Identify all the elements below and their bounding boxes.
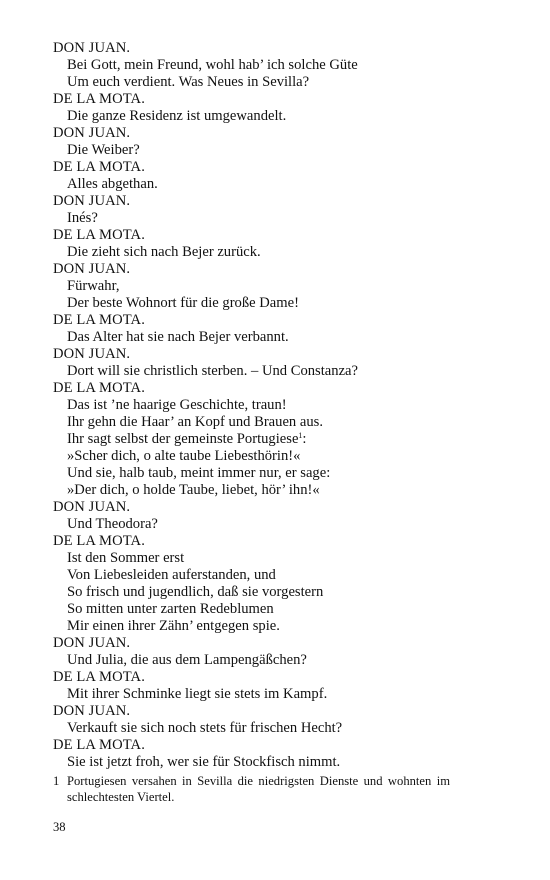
verse-line: [53, 244, 503, 261]
verse-line: [53, 720, 503, 737]
verse-line: [53, 652, 503, 669]
verse-text: Und Julia, die aus dem Lampengäßchen?: [67, 652, 307, 668]
speaker-name: [53, 346, 503, 363]
verse-line: [53, 142, 503, 159]
speaker-name: [53, 669, 503, 686]
verse-text: »Der dich, o holde Taube, liebet, hör’ ihn!«: [67, 482, 320, 498]
verse-text: So frisch und jugendlich, daß sie vorgestern: [67, 584, 324, 600]
verse-text: So mitten unter zarten Redeblumen: [67, 601, 274, 617]
verse-text: Und Theodora?: [67, 516, 158, 532]
speaker-name: [53, 261, 503, 278]
verse-text: Sie ist jetzt froh, wer sie für Stockfisch nimmt.: [67, 754, 341, 770]
verse-line: [53, 584, 503, 601]
verse-line: [53, 295, 503, 312]
verse-line: [53, 329, 503, 346]
speaker-name: [53, 499, 503, 516]
speaker-name: [53, 193, 503, 210]
speaker-name: [53, 533, 503, 550]
speaker-label: DE LA MOTA.: [53, 380, 145, 396]
speaker-label: DON JUAN.: [53, 40, 131, 56]
verse-line: [53, 516, 503, 533]
footnote-number: 1: [53, 774, 60, 788]
verse-line: [53, 431, 503, 448]
speaker-label: DE LA MOTA.: [53, 669, 145, 685]
footnote: [53, 773, 450, 805]
speaker-label: DON JUAN.: [53, 635, 131, 651]
verse-line: [53, 465, 503, 482]
verse-text: Fürwahr,: [67, 278, 120, 294]
verse-line: [53, 754, 503, 771]
page-number: 38: [53, 820, 66, 834]
verse-text: Und sie, halb taub, meint immer nur, er sage:: [67, 465, 331, 481]
verse-line: [53, 278, 503, 295]
speaker-label: DON JUAN.: [53, 703, 131, 719]
footnote-text: Portugiesen versahen in Sevilla die niedrigsten Dienste und wohnten im schlechtesten Viertel.: [67, 774, 450, 804]
verse-text: Ihr sagt selbst der gemeinste Portugiese: [67, 431, 299, 447]
verse-line: [53, 550, 503, 567]
speaker-name: [53, 227, 503, 244]
speaker-label: DE LA MOTA.: [53, 737, 145, 753]
verse-line: [53, 567, 503, 584]
speaker-label: DON JUAN.: [53, 193, 131, 209]
verse-text: Alles abgethan.: [67, 176, 158, 192]
verse-line: [53, 57, 503, 74]
verse-text: Die zieht sich nach Bejer zurück.: [67, 244, 261, 260]
verse-text: Um euch verdient. Was Neues in Sevilla?: [67, 74, 310, 90]
verse-text: Die Weiber?: [67, 142, 140, 158]
speaker-label: DON JUAN.: [53, 346, 131, 362]
speaker-label: DON JUAN.: [53, 261, 131, 277]
speaker-label: DE LA MOTA.: [53, 227, 145, 243]
speaker-label: DE LA MOTA.: [53, 312, 145, 328]
verse-text: Das ist ’ne haarige Geschichte, traun!: [67, 397, 287, 413]
speaker-name: [53, 312, 503, 329]
speaker-name: [53, 91, 503, 108]
verse-text: Ist den Sommer erst: [67, 550, 185, 566]
speaker-label: DON JUAN.: [53, 499, 131, 515]
verse-line: [53, 448, 503, 465]
speaker-name: [53, 380, 503, 397]
verse-text: Mir einen ihrer Zähn’ entgegen spie.: [67, 618, 280, 634]
verse-line: [53, 414, 503, 431]
verse-text: Ihr gehn die Haar’ an Kopf und Brauen aus.: [67, 414, 323, 430]
verse-text: »Scher dich, o alte taube Liebesthörin!«: [67, 448, 301, 464]
verse-text: Verkauft sie sich noch stets für frischen Hecht?: [67, 720, 343, 736]
speaker-name: [53, 40, 503, 57]
verse-line: [53, 363, 503, 380]
dialogue-text: [53, 40, 503, 771]
verse-line: [53, 482, 503, 499]
speaker-name: [53, 737, 503, 754]
verse-line: [53, 210, 503, 227]
verse-line: [53, 108, 503, 125]
speaker-label: DON JUAN.: [53, 125, 131, 141]
footnote-reference[interactable]: 1: [298, 431, 303, 440]
speaker-label: DE LA MOTA.: [53, 533, 145, 549]
verse-text-tail: :: [302, 431, 307, 447]
verse-line: [53, 618, 503, 635]
speaker-name: [53, 125, 503, 142]
verse-line: [53, 601, 503, 618]
verse-text: Bei Gott, mein Freund, wohl hab’ ich solche Güte: [67, 57, 358, 73]
verse-text: Von Liebesleiden auferstanden, und: [67, 567, 276, 583]
speaker-label: DE LA MOTA.: [53, 159, 145, 175]
verse-line: [53, 74, 503, 91]
speaker-name: [53, 159, 503, 176]
speaker-name: [53, 635, 503, 652]
verse-line: [53, 176, 503, 193]
verse-line: [53, 686, 503, 703]
speaker-name: [53, 703, 503, 720]
verse-text: Die ganze Residenz ist umgewandelt.: [67, 108, 287, 124]
verse-text: Dort will sie christlich sterben. – Und Constanza?: [67, 363, 358, 379]
verse-text: Der beste Wohnort für die große Dame!: [67, 295, 299, 311]
speaker-label: DE LA MOTA.: [53, 91, 145, 107]
verse-text: Mit ihrer Schminke liegt sie stets im Kampf.: [67, 686, 328, 702]
verse-line: [53, 397, 503, 414]
verse-text: Inés?: [67, 210, 98, 226]
verse-text: Das Alter hat sie nach Bejer verbannt.: [67, 329, 289, 345]
